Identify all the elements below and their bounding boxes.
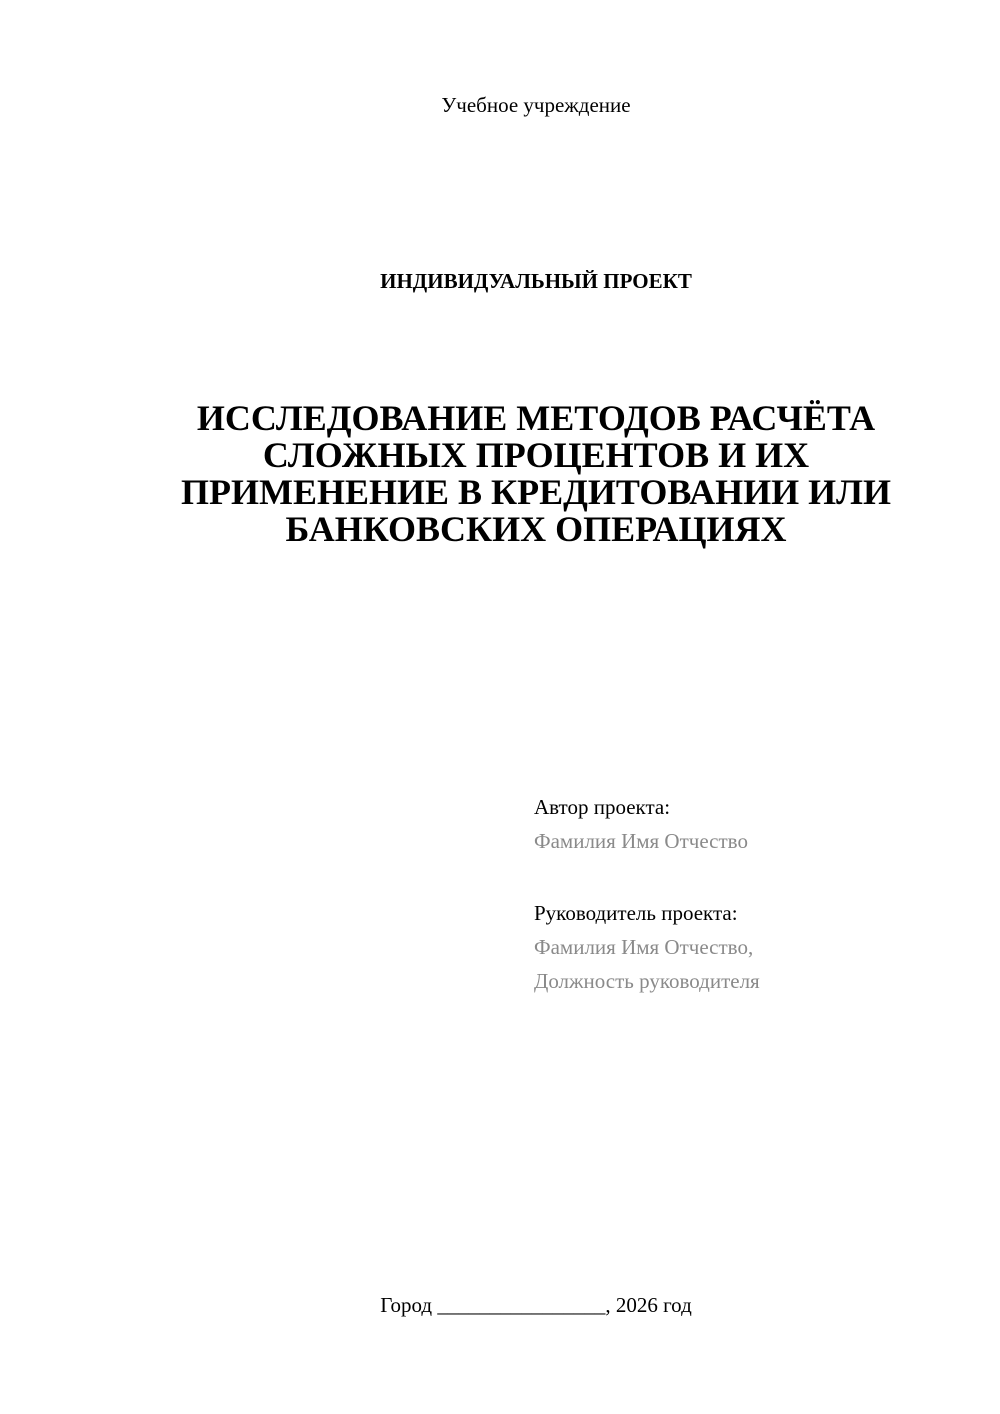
- project-title-line: ПРИМЕНЕНИЕ В КРЕДИТОВАНИИ ИЛИ: [180, 472, 891, 512]
- credits-block: [534, 790, 974, 998]
- project-title-line: СЛОЖНЫХ ПРОЦЕНТОВ И ИХ: [262, 435, 810, 475]
- supervisor-name-placeholder: Фамилия Имя Отчество,: [534, 935, 754, 959]
- supervisor-label: Руководитель проекта:: [534, 901, 738, 925]
- author-label: Автор проекта:: [534, 795, 671, 819]
- project-title-line: БАНКОВСКИХ ОПЕРАЦИЯХ: [285, 509, 787, 549]
- project-title: [100, 400, 972, 548]
- supervisor-position-placeholder: Должность руководителя: [534, 969, 760, 993]
- institution-name: Учебное учреждение: [441, 93, 631, 117]
- project-title-line: ИССЛЕДОВАНИЕ МЕТОДОВ РАСЧЁТА: [196, 398, 876, 438]
- credits-spacer: [534, 858, 974, 896]
- author-name-placeholder: Фамилия Имя Отчество: [534, 829, 748, 853]
- city-year-line: Город ________________, 2026 год: [380, 1293, 692, 1317]
- project-type-heading: ИНДИВИДУАЛЬНЫЙ ПРОЕКТ: [380, 269, 692, 293]
